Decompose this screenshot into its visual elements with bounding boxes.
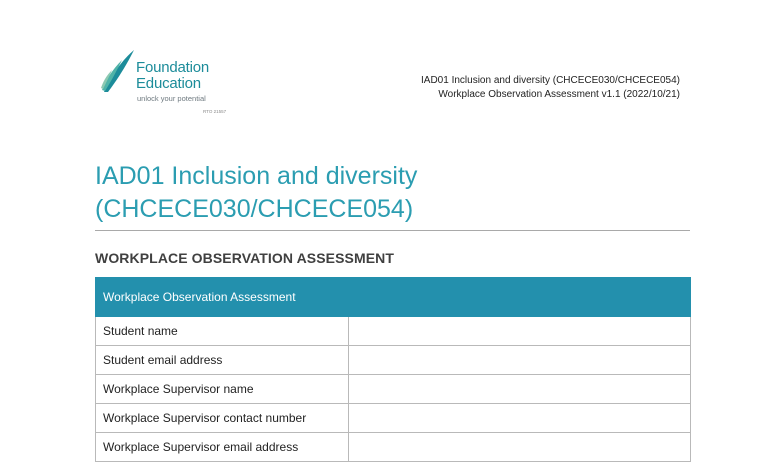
supervisor-contact-field[interactable] xyxy=(349,404,691,433)
document-title-line1: IAD01 Inclusion and diversity xyxy=(95,162,418,190)
logo-name-line1: Foundation xyxy=(136,59,210,76)
logo-tagline: unlock your potential xyxy=(137,94,206,103)
student-name-field[interactable] xyxy=(349,317,691,346)
supervisor-name-field[interactable] xyxy=(349,375,691,404)
header-version-line: Workplace Observation Assessment v1.1 (2022/10/21) xyxy=(438,89,680,100)
table-header: Workplace Observation Assessment xyxy=(96,278,691,317)
row-label-student-email: Student email address xyxy=(96,346,349,375)
table-row xyxy=(96,317,691,346)
logo-name-line2: Education xyxy=(136,75,201,92)
document-header-meta xyxy=(421,74,680,102)
logo-wordmark xyxy=(136,60,209,92)
table-row xyxy=(96,404,691,433)
document-title-line2: (CHCECE030/CHCECE054) xyxy=(95,195,414,223)
student-email-field[interactable] xyxy=(349,346,691,375)
header-unit-line: IAD01 Inclusion and diversity (CHCECE030/CHCECE054) xyxy=(421,75,680,86)
row-label-supervisor-email: Workplace Supervisor email address xyxy=(96,433,349,462)
observation-details-table xyxy=(95,277,691,462)
row-label-supervisor-name: Workplace Supervisor name xyxy=(96,375,349,404)
logo-rto-number: RTO 21557 xyxy=(203,109,227,114)
foundation-education-logo xyxy=(100,46,240,118)
title-divider xyxy=(95,230,690,231)
supervisor-email-field[interactable] xyxy=(349,433,691,462)
table-row xyxy=(96,433,691,462)
section-heading: WORKPLACE OBSERVATION ASSESSMENT xyxy=(95,250,395,266)
row-label-student-name: Student name xyxy=(96,317,349,346)
leaf-logo-icon xyxy=(100,48,136,94)
table-row xyxy=(96,346,691,375)
row-label-supervisor-contact: Workplace Supervisor contact number xyxy=(96,404,349,433)
table-header-row xyxy=(96,278,691,317)
document-title xyxy=(95,160,695,226)
table-row xyxy=(96,375,691,404)
